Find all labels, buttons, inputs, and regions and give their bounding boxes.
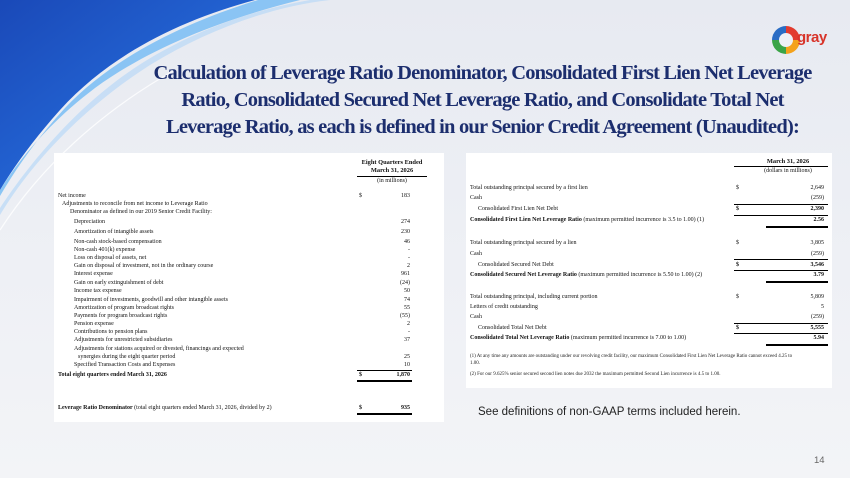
right-row-value: 5 bbox=[821, 304, 824, 310]
right-row-label: Consolidated First Lien Net Debt bbox=[478, 206, 558, 212]
left-row-label: Non-cash stock-based compensation bbox=[74, 239, 162, 245]
left-total-rule bbox=[357, 380, 412, 382]
right-row-value: 5.94 bbox=[813, 335, 824, 341]
left-row-label: Net income bbox=[58, 193, 86, 199]
footnote-2: (2) For our 9.625% senior secured second lien notes due 2032 the maximum permitted Second Lien incurrence is 4.5 to 1.00. bbox=[470, 372, 721, 377]
non-gaap-definitions-note: See definitions of non-GAAP terms included herein. bbox=[478, 406, 741, 418]
right-ratio-rule bbox=[766, 344, 828, 346]
left-row-label: Gain on disposal of investment, not in the ordinary course bbox=[74, 263, 214, 269]
left-row-label: Depreciation bbox=[74, 219, 105, 225]
right-row-label: Cash bbox=[470, 314, 482, 320]
right-subtotal-rule bbox=[734, 259, 828, 260]
left-row-label: Amortization of program broadcast rights bbox=[74, 305, 174, 311]
right-row-label: Total outstanding principal, including current portion bbox=[470, 294, 598, 300]
gray-logo-ring-icon bbox=[772, 26, 800, 54]
right-subtotal-rule bbox=[734, 204, 828, 205]
net-leverage-ratio-table bbox=[466, 153, 832, 388]
denominator-label-bold: Leverage Ratio Denominator bbox=[58, 405, 133, 411]
right-ratio-label-bold: Consolidated Secured Net Leverage Ratio bbox=[470, 272, 577, 278]
leverage-denominator-table bbox=[54, 153, 444, 422]
left-row-label: Non-cash 401(k) expense bbox=[74, 247, 136, 253]
left-row-label: Contributions to pension plans bbox=[74, 329, 148, 335]
left-row-value: - bbox=[408, 329, 410, 335]
right-row-value: 3,546 bbox=[810, 262, 824, 268]
right-row-value: 3,805 bbox=[810, 240, 824, 246]
gray-logo bbox=[770, 24, 834, 58]
gray-logo-word: gray bbox=[797, 29, 827, 46]
right-row-label: Consolidated Secured Net Debt bbox=[478, 262, 554, 268]
right-row-dollar: $ bbox=[736, 262, 739, 268]
left-subtotal-rule bbox=[357, 370, 412, 371]
left-row-dollar: $ bbox=[359, 193, 362, 199]
denominator-rule bbox=[357, 413, 412, 415]
left-row-label: Income tax expense bbox=[74, 288, 122, 294]
right-row-dollar: $ bbox=[736, 240, 739, 246]
left-row-label: Payments for program broadcast rights bbox=[74, 313, 168, 319]
right-row-label: Letters of credit outstanding bbox=[470, 304, 538, 310]
left-row-label: Gain on early extinguishment of debt bbox=[74, 280, 164, 286]
right-row-value: 2,390 bbox=[810, 206, 824, 212]
left-header-line2: March 31, 2026 bbox=[370, 167, 414, 174]
left-row-label: Amortization of intangible assets bbox=[74, 229, 154, 235]
right-row-dollar: $ bbox=[736, 325, 739, 331]
right-row-value: 3.79 bbox=[813, 272, 824, 278]
left-row-value: 46 bbox=[404, 239, 410, 245]
denominator-label-rest: (total eight quarters ended March 31, 2026, divided by 2) bbox=[132, 405, 272, 411]
left-row-value: 1,870 bbox=[396, 372, 410, 378]
right-row-dollar: $ bbox=[736, 206, 739, 212]
left-row-value: 55 bbox=[404, 305, 410, 311]
denominator-dollar: $ bbox=[359, 405, 362, 411]
right-ratio-label-bold: Consolidated First Lien Net Leverage Ratio bbox=[470, 217, 582, 223]
left-row-value: - bbox=[408, 247, 410, 253]
right-row-dollar: $ bbox=[736, 185, 739, 191]
left-row-value: 230 bbox=[401, 229, 410, 235]
left-row-label: Denominator as defined in our 2019 Senior Credit Facility: bbox=[70, 209, 212, 215]
left-row-value: 961 bbox=[401, 271, 410, 277]
right-subtotal-rule bbox=[734, 323, 828, 324]
left-row-dollar: $ bbox=[359, 372, 362, 378]
right-ratio-label-rest: (maximum permitted incurrence is 5.50 to 1.00) (2) bbox=[576, 272, 703, 278]
left-row-label: Loss on disposal of assets, net bbox=[74, 255, 147, 261]
left-row-label: Adjustments for stations acquired or divested, financings and expected bbox=[74, 346, 244, 352]
right-row-label bbox=[470, 272, 702, 278]
right-header: March 31, 2026 bbox=[766, 158, 810, 165]
right-net-rule bbox=[734, 270, 828, 271]
left-header-rule bbox=[357, 176, 427, 177]
left-row-value: (24) bbox=[400, 280, 410, 286]
left-row-label: Impairment of investments, goodwill and other intangible assets bbox=[74, 297, 228, 303]
left-row-label: Specified Transaction Costs and Expenses bbox=[74, 362, 176, 368]
right-row-value: 5,555 bbox=[810, 325, 824, 331]
title-line-1: Calculation of Leverage Ratio Denominator, Consolidated First Lien Net Leverage bbox=[153, 62, 812, 84]
right-row-label bbox=[470, 335, 686, 341]
left-row-value: 74 bbox=[404, 297, 410, 303]
right-row-label: Cash bbox=[470, 195, 482, 201]
right-header-rule bbox=[734, 166, 828, 167]
footnote-1: (1) At any time any amounts are outstanding under our revolving credit facility, our maximum Consolidated First Lien Net Leverage Ratio cannot exceed 4.25 to 1.00. bbox=[470, 354, 793, 366]
right-ratio-label-rest: (maximum permitted incurrence is 7.00 to 1.00) bbox=[569, 335, 687, 341]
denominator-label bbox=[58, 405, 272, 411]
left-row-label: synergies during the eight quarter period bbox=[78, 354, 176, 360]
right-ratio-rule bbox=[766, 281, 828, 283]
slide-title bbox=[130, 60, 835, 141]
right-row-value: 2,649 bbox=[810, 185, 824, 191]
right-row-label: Total outstanding principal secured by a first lien bbox=[470, 185, 588, 191]
right-net-rule bbox=[734, 215, 828, 216]
left-row-value: 37 bbox=[404, 337, 410, 343]
right-row-label: Consolidated Total Net Debt bbox=[478, 325, 547, 331]
left-row-label: Interest expense bbox=[74, 271, 113, 277]
right-row-dollar: $ bbox=[736, 294, 739, 300]
left-row-value: 10 bbox=[404, 362, 410, 368]
right-row-value: 5,809 bbox=[810, 294, 824, 300]
denominator-value: 935 bbox=[401, 405, 410, 411]
left-row-value: 183 bbox=[401, 193, 410, 199]
left-row-value: 2 bbox=[407, 321, 410, 327]
right-row-label bbox=[470, 217, 704, 223]
right-row-value: (259) bbox=[811, 314, 824, 320]
right-row-label: Total outstanding principal secured by a lien bbox=[470, 240, 577, 246]
right-row-value: (259) bbox=[811, 195, 824, 201]
left-row-value: 274 bbox=[401, 219, 410, 225]
right-row-value: (259) bbox=[811, 251, 824, 257]
left-row-value: 2 bbox=[407, 263, 410, 269]
title-line-3: Leverage Ratio, as each is defined in our Senior Credit Agreement (Unaudited): bbox=[165, 116, 800, 138]
left-row-label: Adjustments to reconcile from net income to Leverage Ratio bbox=[62, 201, 208, 207]
title-line-2: Ratio, Consolidated Secured Net Leverage Ratio, and Consolidate Total Net bbox=[181, 89, 784, 111]
left-row-label: Pension expense bbox=[74, 321, 114, 327]
right-row-label: Cash bbox=[470, 251, 482, 257]
right-ratio-rule bbox=[766, 226, 828, 228]
left-row-value: 25 bbox=[404, 354, 410, 360]
right-ratio-label-bold: Consolidated Total Net Leverage Ratio bbox=[470, 335, 570, 341]
left-row-value: - bbox=[408, 255, 410, 261]
right-ratio-label-rest: (maximum permitted incurrence is 3.5 to 1.00) (1) bbox=[581, 217, 705, 223]
left-row-label: Total eight quarters ended March 31, 2026 bbox=[58, 372, 167, 378]
left-row-label: Adjustments for unrestricted subsidiaries bbox=[74, 337, 173, 343]
left-row-value: (55) bbox=[400, 313, 410, 319]
right-units: (dollars in millions) bbox=[764, 168, 812, 174]
left-units: (in millions) bbox=[377, 178, 407, 184]
left-row-value: 50 bbox=[404, 288, 410, 294]
left-header-line1: Eight Quarters Ended bbox=[361, 159, 423, 166]
page-number: 14 bbox=[814, 455, 825, 466]
right-row-value: 2.56 bbox=[813, 217, 824, 223]
right-net-rule bbox=[734, 333, 828, 334]
